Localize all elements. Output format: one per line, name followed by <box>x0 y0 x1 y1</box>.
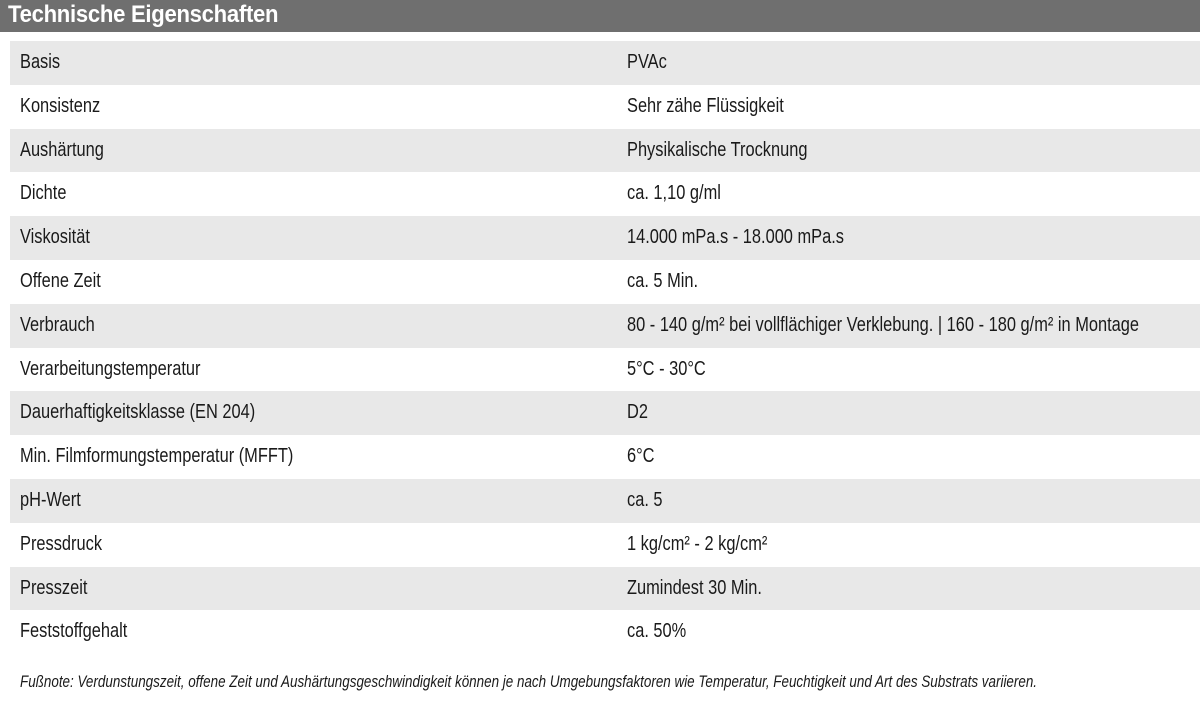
property-label: Verarbeitungstemperatur <box>20 357 201 380</box>
property-value: ca. 1,10 g/ml <box>627 182 721 205</box>
table-row <box>10 523 1200 567</box>
property-value: ca. 50% <box>627 620 687 643</box>
table-row <box>10 348 1200 392</box>
property-value: ca. 5 <box>627 488 663 511</box>
property-label: Aushärtung <box>20 138 104 161</box>
property-label: Dichte <box>20 182 67 205</box>
property-label: Feststoffgehalt <box>20 620 128 643</box>
property-value: 1 kg/cm² - 2 kg/cm² <box>627 532 768 555</box>
table-row <box>10 172 1200 216</box>
table-row <box>10 391 1200 435</box>
section-title: Technische Eigenschaften <box>8 1 279 28</box>
property-value: Physikalische Trocknung <box>627 138 808 161</box>
property-label: Dauerhaftigkeitsklasse (EN 204) <box>20 401 256 424</box>
property-value: 6°C <box>627 445 655 468</box>
property-label: Offene Zeit <box>20 269 101 292</box>
table-row <box>10 129 1200 173</box>
property-value: PVAc <box>627 51 667 73</box>
table-row <box>10 85 1200 129</box>
table-row <box>10 435 1200 479</box>
table-row <box>10 304 1200 348</box>
section-header <box>0 0 1200 32</box>
properties-table <box>10 41 1200 654</box>
property-label: Min. Filmformungstemperatur (MFFT) <box>20 445 294 468</box>
property-value: D2 <box>627 401 648 424</box>
table-row <box>10 610 1200 654</box>
table-row <box>10 216 1200 260</box>
property-label: Presszeit <box>20 576 88 599</box>
table-row <box>10 260 1200 304</box>
property-value: 5°C - 30°C <box>627 357 706 380</box>
property-value: 80 - 140 g/m² bei vollflächiger Verklebung. | 160 - 180 g/m² in Montage <box>627 313 1140 336</box>
footnote: Fußnote: Verdunstungszeit, offene Zeit und Aushärtungsgeschwindigkeit können je nach Umgebungsfaktoren wie Temperatur, Feuchtigkeit und Art des Substrats variieren. <box>20 672 1038 691</box>
property-value: Zumindest 30 Min. <box>627 576 762 599</box>
property-value: Sehr zähe Flüssigkeit <box>627 94 784 117</box>
table-row <box>10 41 1200 85</box>
table-row <box>10 567 1200 611</box>
property-value: ca. 5 Min. <box>627 269 699 292</box>
property-value: 14.000 mPa.s - 18.000 mPa.s <box>627 226 844 249</box>
table-row <box>10 479 1200 523</box>
property-label: pH-Wert <box>20 488 81 511</box>
property-label: Viskosität <box>20 226 90 249</box>
property-label: Pressdruck <box>20 532 103 555</box>
property-label: Konsistenz <box>20 94 101 117</box>
property-label: Verbrauch <box>20 313 95 336</box>
property-label: Basis <box>20 51 61 73</box>
